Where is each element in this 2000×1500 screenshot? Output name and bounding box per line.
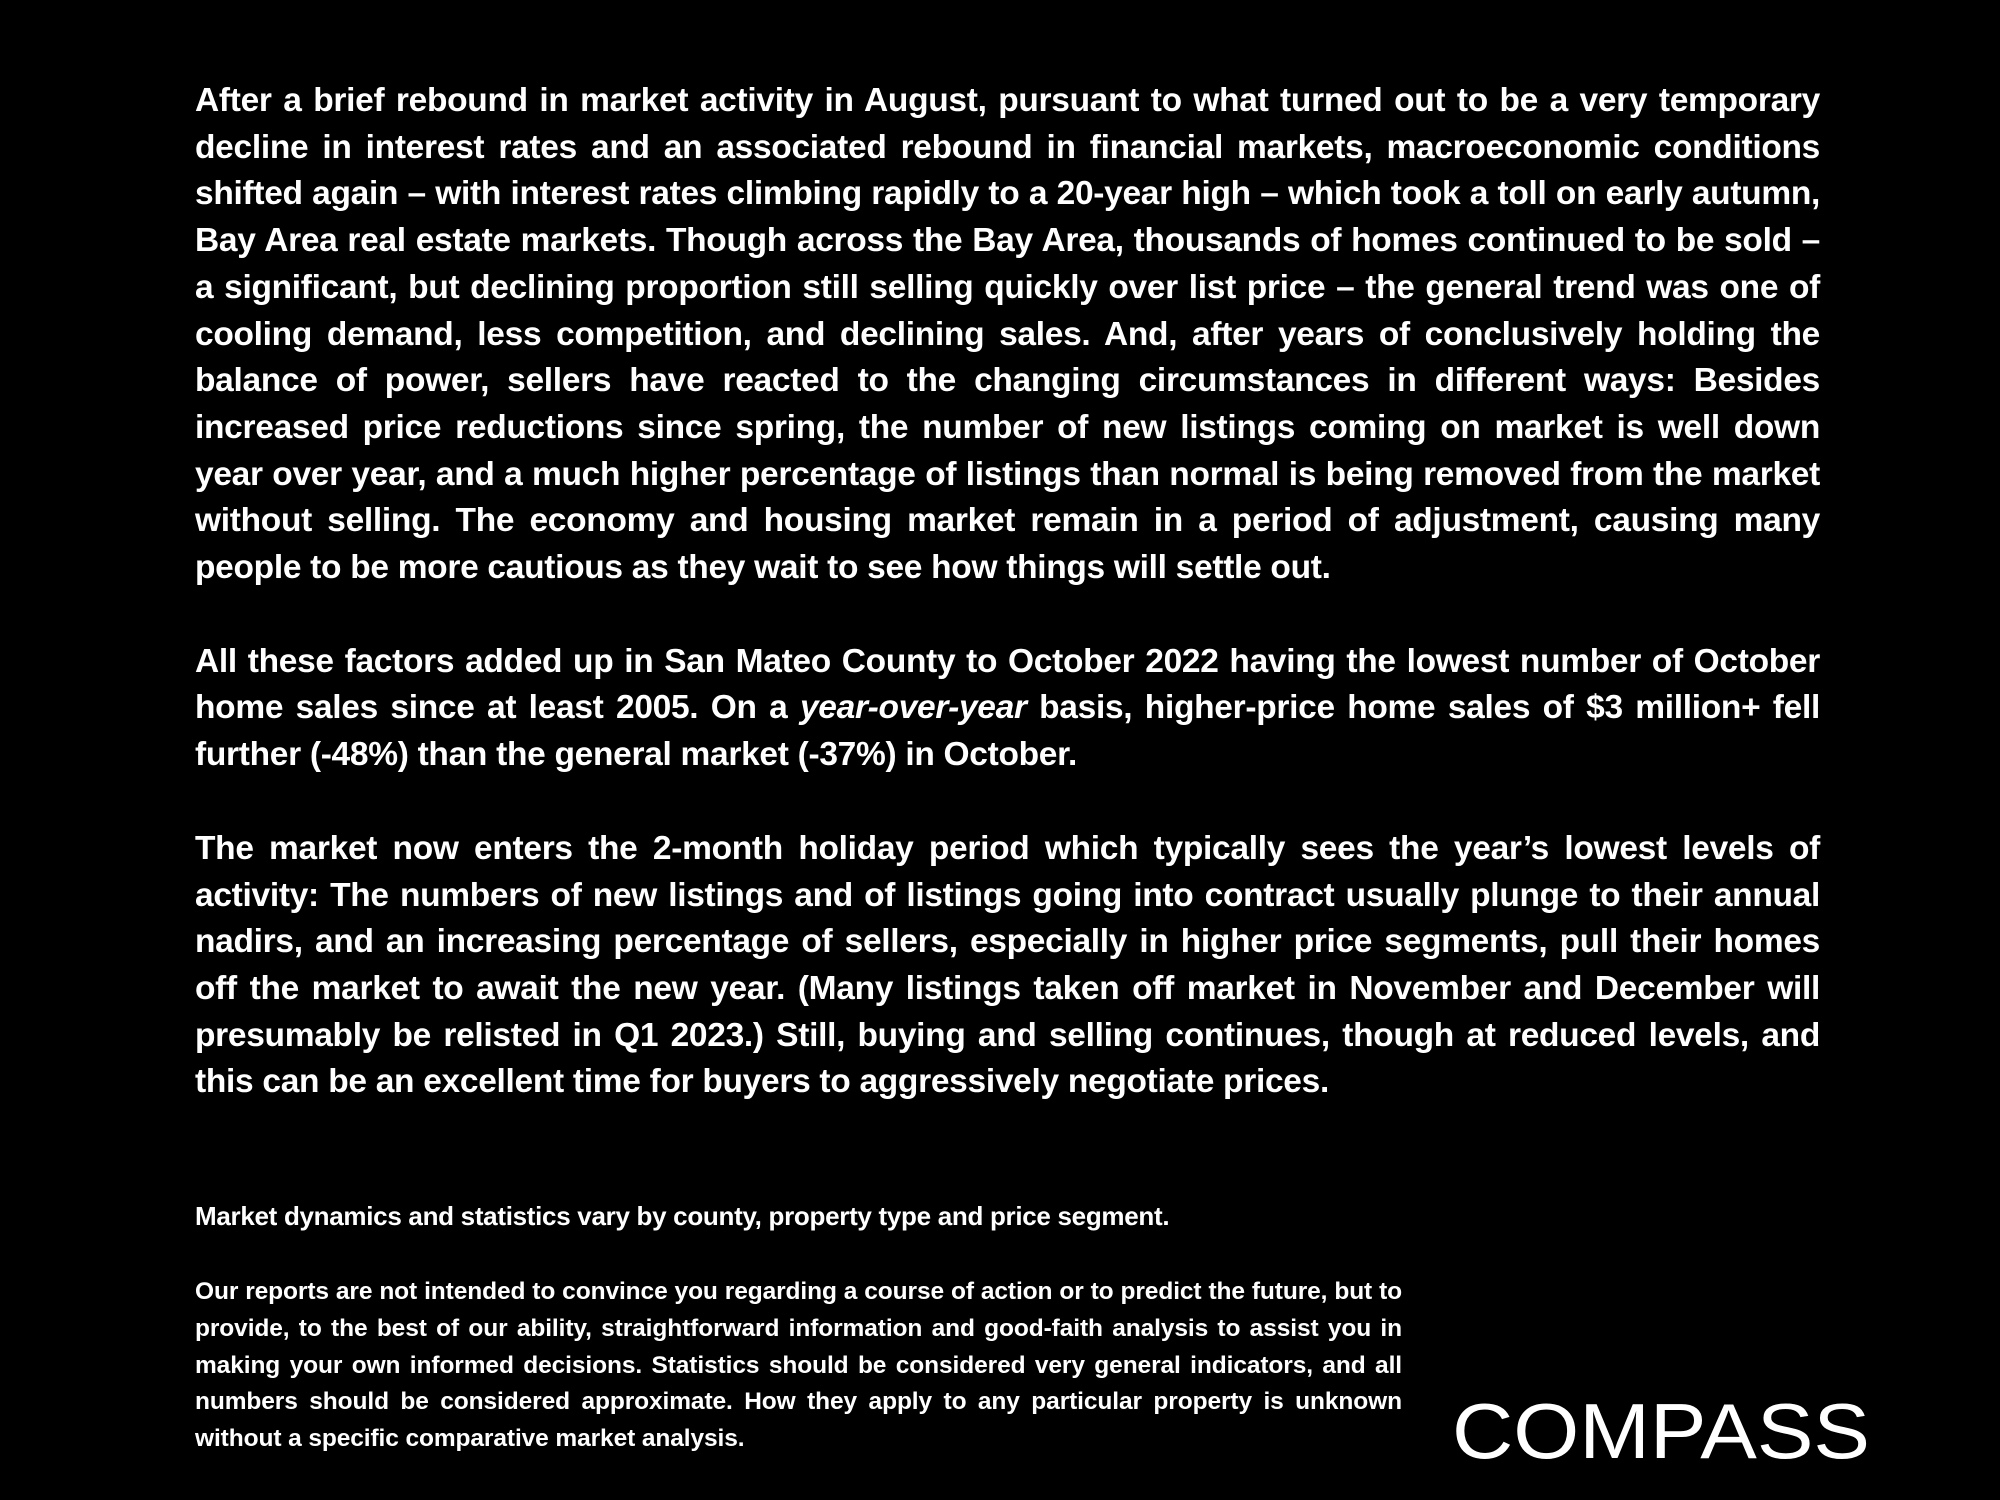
paragraph-san-mateo-sales [195, 639, 1820, 779]
year-over-year-emphasis: year-over-year [799, 689, 1027, 727]
paragraph-san-mateo-sales-text-1: All these factors added up in San Mateo County to October 2022 having the lowest number of October home sales since at least 2005. On a [195, 642, 1820, 727]
compass-logo-icon [1452, 1392, 1870, 1468]
paragraph-market-conditions: After a brief rebound in market activity in August, pursuant to what turned out to be a very temporary decline in interest rates and an associated rebound in financial markets, macroeconomic conditions shifted again – with interest rates climbing rapidly to a 20-year high – which took a toll on early autumn, Bay Area real estate markets. Though across the Bay Area, thousands of homes continued to be sold – a significant, but declining proportion still selling quickly over list price – the general trend was one of cooling demand, less competition, and declining sales. And, after years of conclusively holding the balance of power, sellers have reacted to the changing circumstances in different ways: Besides increased price reductions since spring, the number of new listings coming on market is well down year over year, and a much higher percentage of listings than normal is being removed from the market without selling. The economy and housing market remain in a period of adjustment, causing many people to be more cautious as they wait to see how things will settle out. [195, 82, 1820, 587]
market-dynamics-note: Market dynamics and statistics vary by county, property type and price segment. [195, 1201, 1170, 1231]
compass-logo [1452, 1392, 1870, 1468]
compass-logo-text: COMPASS [1452, 1392, 1870, 1468]
market-commentary [195, 78, 1820, 1106]
paragraph-san-mateo-sales-text-2: basis, higher-price home sales of $3 million+ fell further (-48%) than the general market (-37%) in October. [195, 689, 1820, 774]
paragraph-holiday-period: The market now enters the 2-month holiday period which typically sees the year’s lowest levels of activity: The numbers of new listings and of listings going into contract usually plunge to their annual nadirs, and an increasing percentage of sellers, especially in higher price segments, pull their homes off the market to await the new year. (Many listings taken off market in November and December will presumably be relisted in Q1 2023.) Still, buying and selling continues, though at reduced levels, and this can be an excellent time for buyers to aggressively negotiate prices. [195, 829, 1820, 1101]
disclaimer-text: Our reports are not intended to convince you regarding a course of action or to predict the future, but to provide, to the best of our ability, straightforward information and good-faith analysis to assist you in making your own informed decisions. Statistics should be considered very general indicators, and all numbers should be considered approximate. How they apply to any particular property is unknown without a specific comparative market analysis. [195, 1278, 1402, 1453]
